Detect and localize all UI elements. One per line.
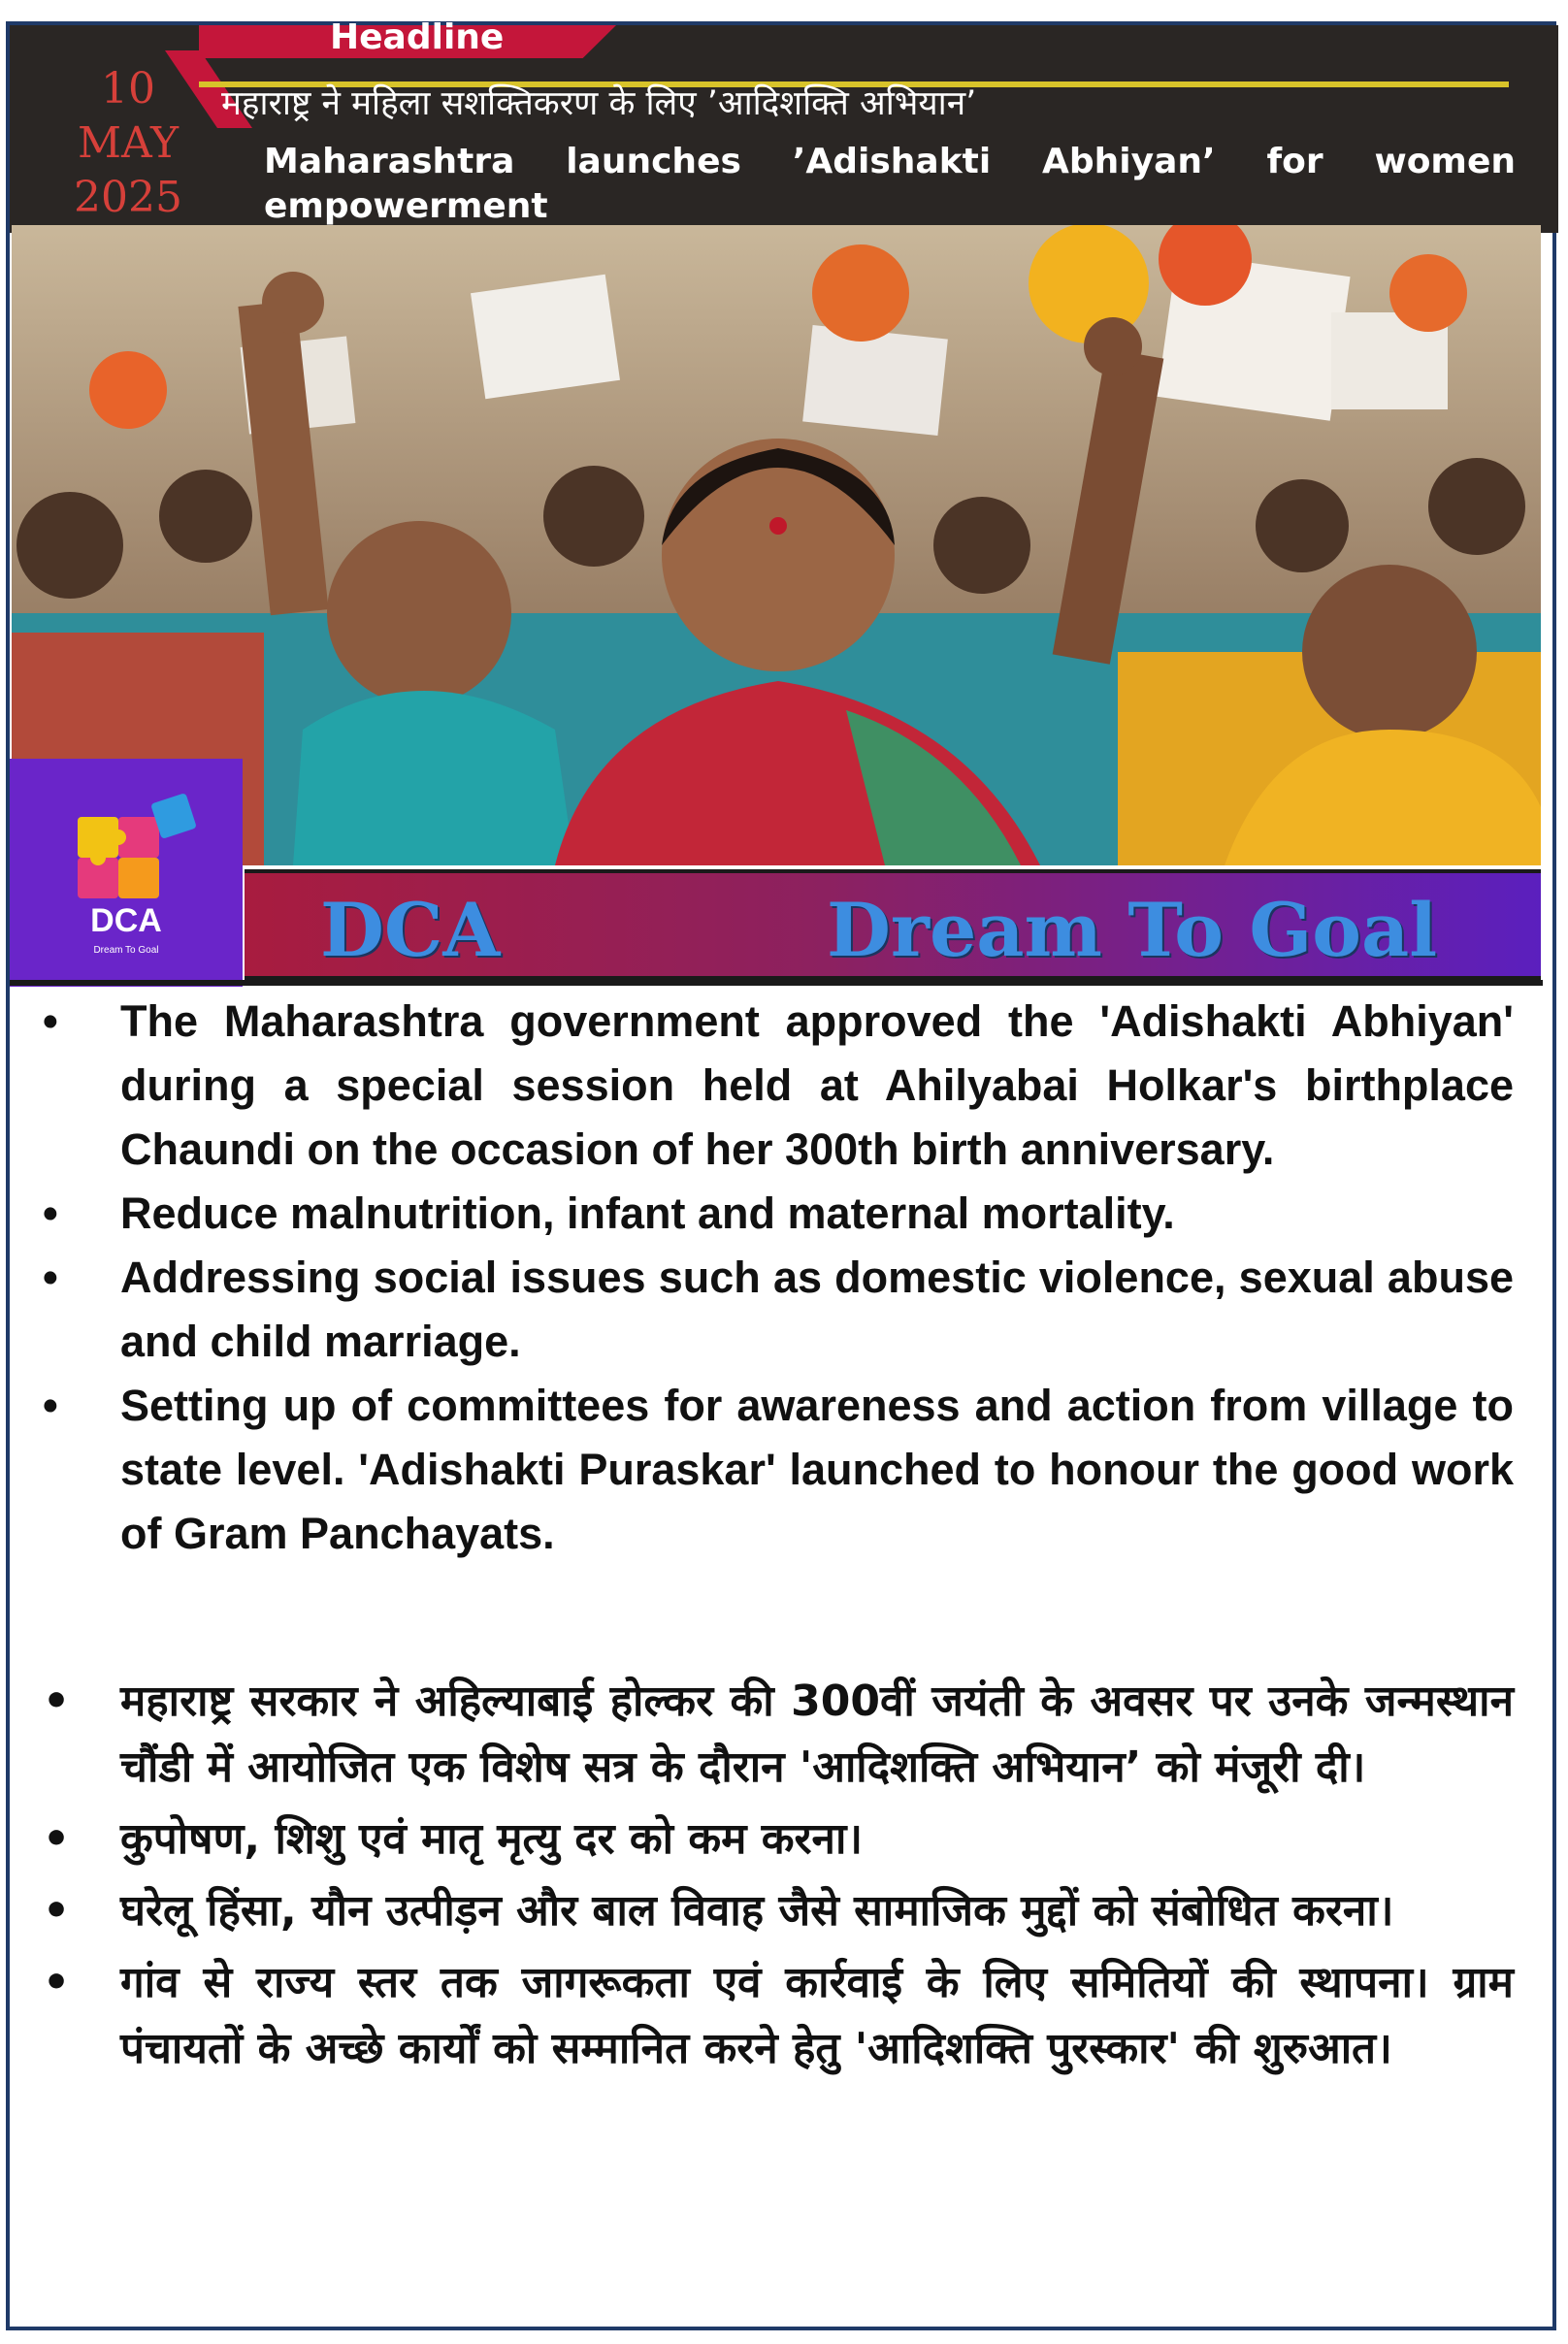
banner-divider [10,980,1543,986]
point-text: Setting up of committees for awareness and action from village to state level. 'Adishakti Puraskar' launched to honour the good work of Gram Panchayats. [120,1381,1514,1558]
point-text: महाराष्ट्र सरकार ने अहिल्याबाई होल्कर की 300वीं जयंती के अवसर पर उनके जन्मस्थान चौंडी में आयोजित एक विशेष सत्र के दौरान 'आदिशक्ति अभियान’ को मंजूरी दी। [120,1677,1514,1792]
logo-name: DCA [90,902,162,939]
bullet-icon: • [43,1886,71,1936]
banner-slogan: Dream To Goal [827,887,1438,973]
point-text: घरेलू हिंसा, यौन उत्पीड़न और बाल विवाह जैसे सामाजिक मुद्दों को संबोधित करना। [120,1886,1394,1936]
date-year: 2025 [74,173,182,222]
point-text: Reduce malnutrition, infant and maternal mortality. [120,1188,1175,1238]
date-month: MAY [77,118,180,168]
list-item [39,1950,1514,2082]
list-item [39,1182,1514,1246]
list-item [39,1246,1514,1374]
bullet-icon: • [43,1188,58,1238]
brand-banner [245,869,1541,980]
list-item [39,990,1514,1182]
bullet-icon: • [43,1677,71,1726]
list-item [39,1669,1514,1801]
date-day: 10 [101,64,155,114]
point-text: The Maharashtra government approved the 'Adishakti Abhiyan' during a special session held at Ahilyabai Holkar's birthplace Chaundi on the occasion of her 300th birth anniversary. [120,996,1514,1174]
date-block [50,62,206,225]
bullet-icon: • [43,1381,58,1430]
english-points-list [39,990,1514,1566]
hindi-headline: महाराष्ट्र ने महिला सशक्तिकरण के लिए ’आदिशक्ति अभियान’ [221,84,977,123]
dca-logo [10,759,243,987]
bullet-icon: • [43,1958,71,2007]
english-headline-line2: empowerment [264,186,548,226]
logo-tagline: Dream To Goal [93,945,159,956]
bullet-icon: • [43,1814,71,1864]
bullet-icon: • [43,1253,58,1302]
puzzle-icon [10,759,243,904]
point-text: कुपोषण, शिशु एवं मातृ मृत्यु दर को कम करना। [120,1814,864,1864]
list-item [39,1374,1514,1566]
point-text: गांव से राज्य स्तर तक जागरूकता एवं कार्रवाई के लिए समितियों की स्थापना। ग्राम पंचायतों के अच्छे कार्यों को सम्मानित करने हेतु 'आदिशक्ति पुरस्कार' की शुरुआत। [120,1958,1514,2073]
hindi-points-list [39,1669,1514,2088]
list-item [39,1807,1514,1872]
list-item [39,1878,1514,1944]
bullet-icon: • [43,996,58,1046]
english-headline-line1: Maharashtra launches ’Adishakti Abhiyan’ for women [264,142,1516,181]
point-text: Addressing social issues such as domestic violence, sexual abuse and child marriage. [120,1253,1514,1366]
banner-brand-name: DCA [320,887,501,973]
headline-label: Headline [330,17,505,57]
headline-header [10,25,1558,233]
